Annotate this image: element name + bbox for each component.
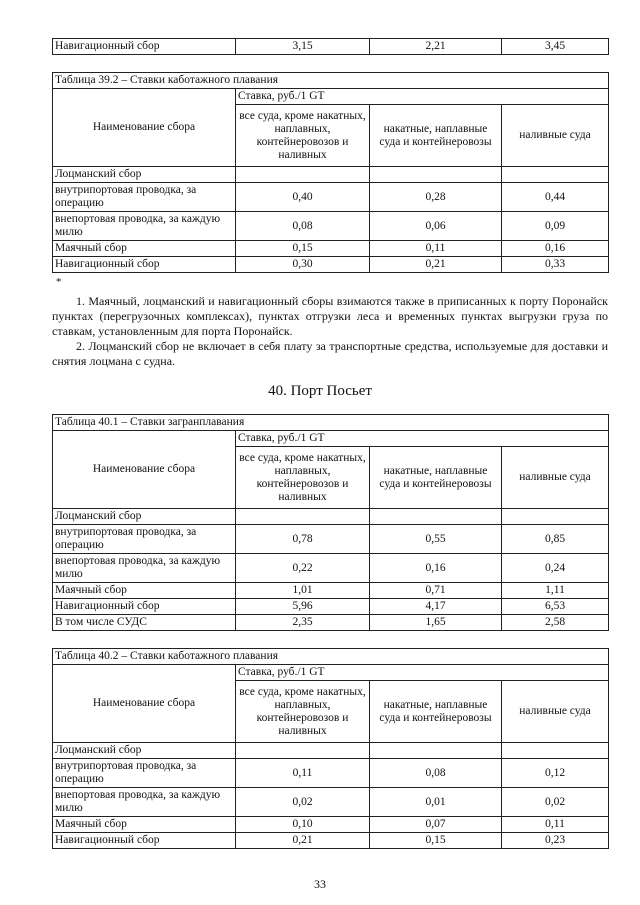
table-row	[53, 525, 609, 554]
cell-value: 0,44	[502, 183, 609, 212]
table-row	[53, 743, 609, 759]
table-title: Таблица 40.2 – Ставки каботажного плавания	[53, 649, 609, 665]
column-header: все суда, кроме накатных, наплавных, контейнеровозов и наливных	[236, 681, 370, 743]
column-header: наливные суда	[502, 105, 609, 167]
table-row	[53, 788, 609, 817]
cell-value: 2,58	[502, 615, 609, 631]
cell-value: 0,71	[370, 583, 502, 599]
cell-value: 0,15	[370, 833, 502, 849]
name-header: Наименование сбора	[53, 89, 236, 167]
cell-value: 0,10	[236, 817, 370, 833]
row-label: внутрипортовая проводка, за операцию	[53, 525, 236, 554]
cell-value: 3,15	[236, 39, 370, 55]
cell-value: 0,11	[370, 241, 502, 257]
cell-value: 0,02	[502, 788, 609, 817]
cell-value: 0,16	[370, 554, 502, 583]
table-row	[53, 212, 609, 241]
table-row	[53, 615, 609, 631]
page-number: 33	[314, 877, 326, 891]
row-label: Навигационный сбор	[53, 39, 236, 55]
cell-value	[370, 743, 502, 759]
row-label: Маячный сбор	[53, 817, 236, 833]
row-label: Маячный сбор	[53, 241, 236, 257]
cell-value: 2,35	[236, 615, 370, 631]
cell-value: 0,24	[502, 554, 609, 583]
rate-header: Ставка, руб./1 GT	[236, 89, 609, 105]
column-header: накатные, наплавные суда и контейнеровозы	[370, 681, 502, 743]
row-label: Навигационный сбор	[53, 833, 236, 849]
cell-value: 0,21	[236, 833, 370, 849]
rate-header: Ставка, руб./1 GT	[236, 665, 609, 681]
cell-value: 0,40	[236, 183, 370, 212]
cell-value: 0,55	[370, 525, 502, 554]
cell-value: 1,01	[236, 583, 370, 599]
row-label: Навигационный сбор	[53, 257, 236, 273]
table-row	[53, 759, 609, 788]
cell-value: 1,11	[502, 583, 609, 599]
cell-value: 2,21	[370, 39, 502, 55]
cell-value: 0,30	[236, 257, 370, 273]
cell-value: 0,33	[502, 257, 609, 273]
cell-value: 1,65	[370, 615, 502, 631]
row-label: Навигационный сбор	[53, 599, 236, 615]
cell-value: 0,01	[370, 788, 502, 817]
row-label: Маячный сбор	[53, 583, 236, 599]
column-header: наливные суда	[502, 447, 609, 509]
cell-value	[502, 167, 609, 183]
cell-value: 0,09	[502, 212, 609, 241]
table-row	[53, 599, 609, 615]
cell-value: 6,53	[502, 599, 609, 615]
table-row	[53, 817, 609, 833]
row-label: внутрипортовая проводка, за операцию	[53, 759, 236, 788]
row-label: Лоцманский сбор	[53, 167, 236, 183]
column-header: накатные, наплавные суда и контейнеровозы	[370, 105, 502, 167]
row-label: внепортовая проводка, за каждую милю	[53, 554, 236, 583]
column-header: наливные суда	[502, 681, 609, 743]
column-header: все суда, кроме накатных, наплавных, контейнеровозов и наливных	[236, 105, 370, 167]
cell-value	[370, 509, 502, 525]
cell-value: 0,11	[236, 759, 370, 788]
name-header: Наименование сбора	[53, 431, 236, 509]
section-heading: 40. Порт Посьет	[268, 383, 372, 399]
table-row	[53, 167, 609, 183]
table-39-2	[52, 72, 609, 273]
cell-value: 0,11	[502, 817, 609, 833]
cell-value	[236, 509, 370, 525]
cell-value: 5,96	[236, 599, 370, 615]
table-row	[53, 39, 609, 55]
cell-value: 0,28	[370, 183, 502, 212]
cell-value: 0,06	[370, 212, 502, 241]
cell-value: 0,22	[236, 554, 370, 583]
cell-value: 0,23	[502, 833, 609, 849]
cell-value	[502, 509, 609, 525]
row-label: внепортовая проводка, за каждую милю	[53, 212, 236, 241]
column-header: накатные, наплавные суда и контейнеровозы	[370, 447, 502, 509]
table-40-1	[52, 414, 609, 631]
note-paragraph: 2. Лоцманский сбор не включает в себя плату за транспортные средства, используемые для доставки и снятия лоцмана с судна.	[52, 339, 608, 368]
row-label: Лоцманский сбор	[53, 743, 236, 759]
cell-value	[236, 743, 370, 759]
cell-value: 0,78	[236, 525, 370, 554]
note-paragraph: 1. Маячный, лоцманский и навигационный сборы взимаются также в приписанных к порту Поронайск пунктах (перегрузочных комплексах), пунктах отгрузки леса и временных пунктах выгрузки груза по ставкам, установленным для порта Поронайск.	[52, 294, 608, 338]
rate-header: Ставка, руб./1 GT	[236, 431, 609, 447]
row-label: внутрипортовая проводка, за операцию	[53, 183, 236, 212]
cell-value: 4,17	[370, 599, 502, 615]
cell-value: 3,45	[502, 39, 609, 55]
row-label: В том числе СУДС	[53, 615, 236, 631]
cell-value	[236, 167, 370, 183]
cell-value: 0,08	[370, 759, 502, 788]
table-row	[53, 554, 609, 583]
cell-value	[502, 743, 609, 759]
cell-value: 0,15	[236, 241, 370, 257]
table-40-2	[52, 648, 609, 849]
name-header: Наименование сбора	[53, 665, 236, 743]
table-row	[53, 583, 609, 599]
table-row	[53, 257, 609, 273]
cell-value: 0,16	[502, 241, 609, 257]
table-title: Таблица 40.1 – Ставки загранплавания	[53, 415, 609, 431]
table-row	[53, 833, 609, 849]
footnote-marker: *	[56, 276, 62, 288]
table-row	[53, 183, 609, 212]
cell-value: 0,02	[236, 788, 370, 817]
continued-table-row	[52, 38, 609, 55]
row-label: внепортовая проводка, за каждую милю	[53, 788, 236, 817]
cell-value: 0,08	[236, 212, 370, 241]
column-header: все суда, кроме накатных, наплавных, контейнеровозов и наливных	[236, 447, 370, 509]
table-title: Таблица 39.2 – Ставки каботажного плавания	[53, 73, 609, 89]
cell-value: 0,07	[370, 817, 502, 833]
table-row	[53, 241, 609, 257]
table-row	[53, 509, 609, 525]
cell-value: 0,85	[502, 525, 609, 554]
cell-value	[370, 167, 502, 183]
cell-value: 0,12	[502, 759, 609, 788]
cell-value: 0,21	[370, 257, 502, 273]
row-label: Лоцманский сбор	[53, 509, 236, 525]
